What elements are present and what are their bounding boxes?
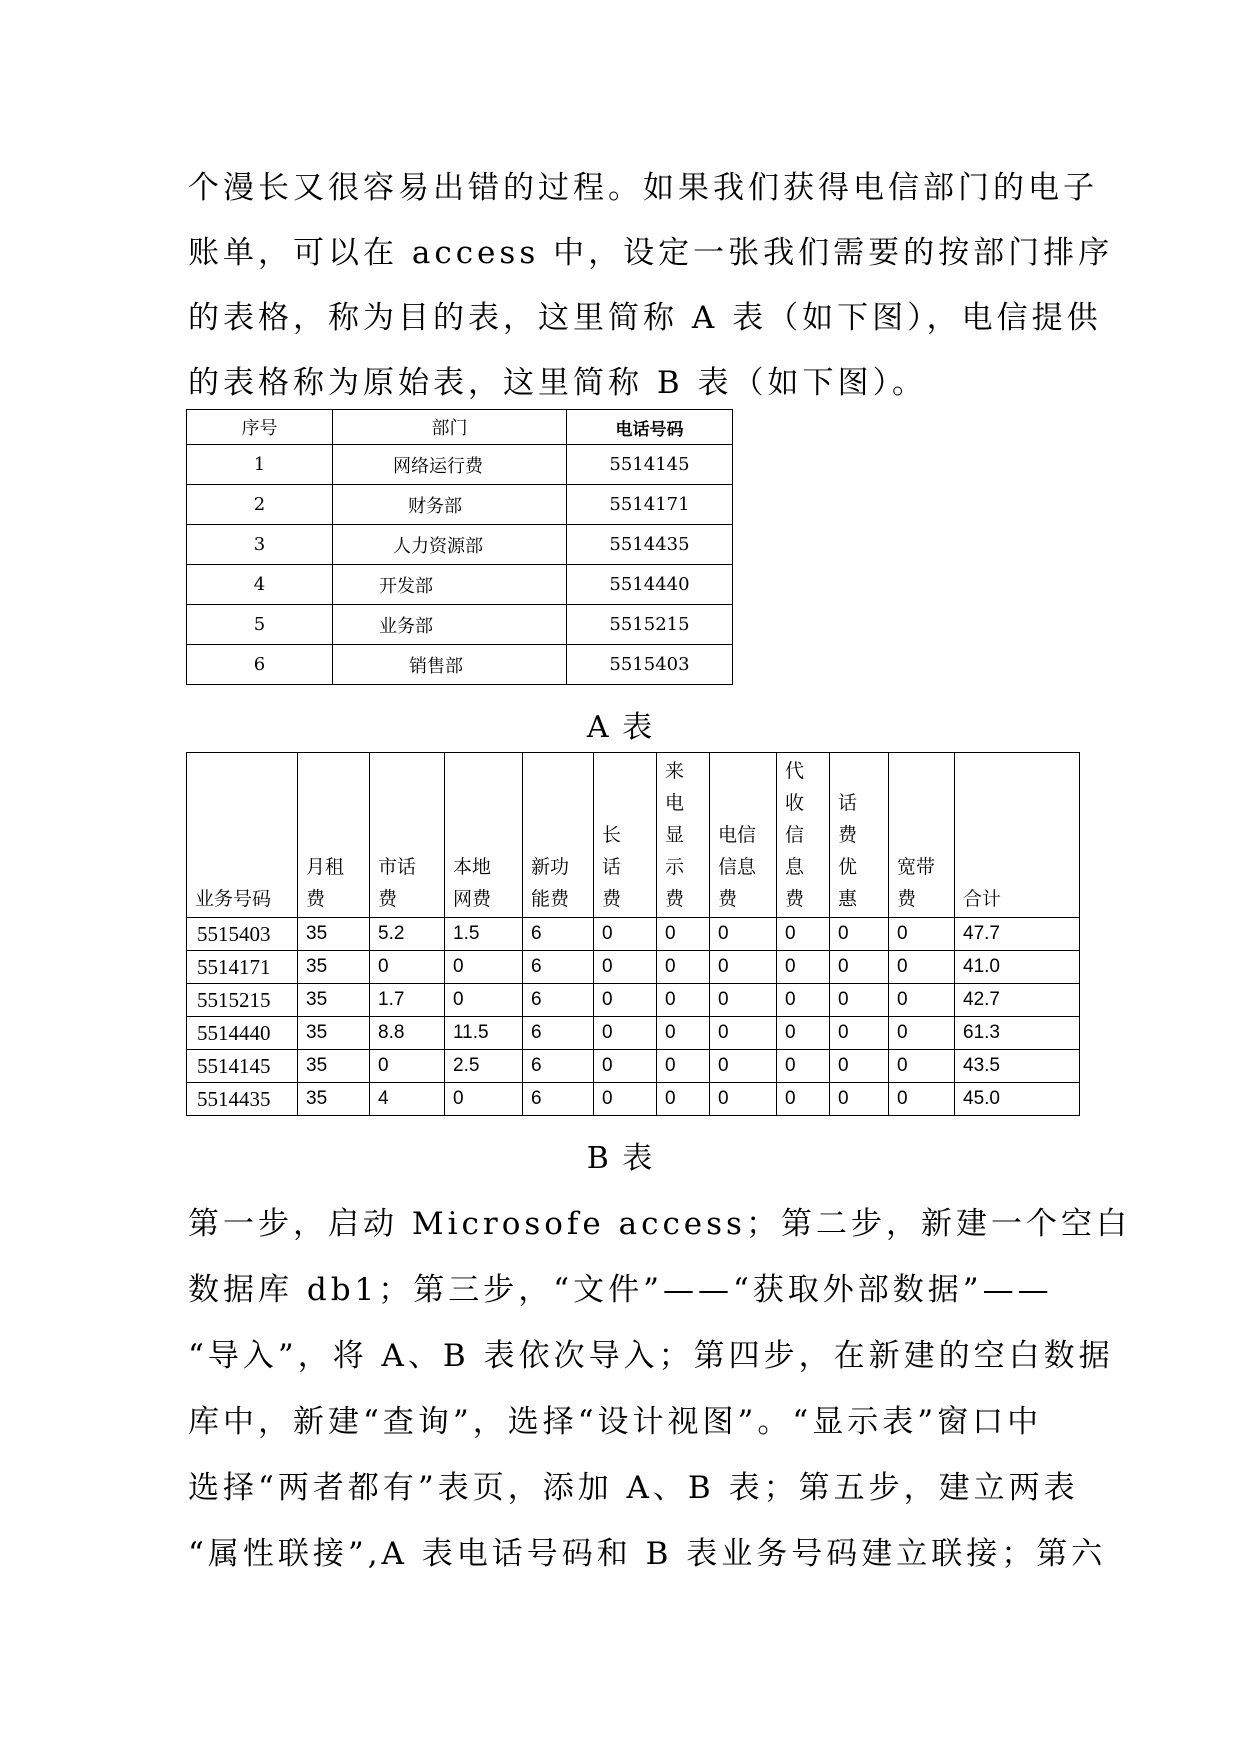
table-cell: 0	[777, 1050, 830, 1083]
table-cell: 1.5	[445, 918, 523, 951]
column-header	[594, 753, 657, 918]
column-header-line: 网费	[453, 888, 492, 910]
table-row	[187, 645, 733, 685]
column-header-line: 费	[838, 824, 858, 846]
table-cell: 0	[777, 951, 830, 984]
table-row	[187, 1083, 1080, 1116]
table-cell: 5	[187, 605, 333, 645]
column-header-line: 费	[602, 888, 622, 910]
column-header-line: 费	[718, 888, 738, 910]
table-row	[187, 1050, 1080, 1083]
table-cell: 人力资源部	[333, 525, 567, 565]
table-cell: 0	[710, 984, 777, 1017]
table-row	[187, 445, 733, 485]
table-b-header-row	[187, 753, 1080, 918]
table-cell: 0	[445, 984, 523, 1017]
steps-line: 第一步，启动 Microsofe access；第二步，新建一个空白	[188, 1206, 1131, 1242]
table-cell: 2	[187, 485, 333, 525]
column-header-line: 业务号码	[195, 888, 272, 910]
table-cell: 财务部	[333, 485, 567, 525]
table-cell: 6	[187, 645, 333, 685]
column-header-line: 市话	[378, 856, 417, 878]
table-cell: 5514171	[187, 951, 298, 984]
table-cell: 45.0	[955, 1083, 1080, 1116]
table-cell: 0	[594, 1017, 657, 1050]
column-header-line: 显	[665, 824, 685, 846]
table-cell: 6	[523, 984, 594, 1017]
table-cell: 0	[830, 1083, 889, 1116]
table-cell: 5515215	[187, 984, 298, 1017]
column-header-line: 费	[378, 888, 398, 910]
column-header-line: 话	[838, 792, 858, 814]
table-row	[187, 984, 1080, 1017]
table-cell: 5515403	[187, 918, 298, 951]
table-cell: 0	[889, 1050, 955, 1083]
column-header-line: 宽带	[897, 856, 936, 878]
table-cell: 0	[830, 1050, 889, 1083]
steps-line: 数据库 db1；第三步，“文件”——“获取外部数据”——	[188, 1272, 1053, 1308]
table-cell: 35	[298, 1083, 370, 1116]
table-cell: 35	[298, 1050, 370, 1083]
column-header-line: 长	[602, 824, 622, 846]
column-header	[777, 753, 830, 918]
column-header-line: 费	[665, 888, 685, 910]
table-cell: 0	[445, 1083, 523, 1116]
column-header	[955, 753, 1080, 918]
column-header	[370, 753, 445, 918]
table-cell: 0	[594, 951, 657, 984]
column-header-line: 话	[602, 856, 622, 878]
column-header: 部门	[333, 410, 567, 445]
table-cell: 5514440	[187, 1017, 298, 1050]
table-cell: 0	[657, 1017, 710, 1050]
table-cell: 0	[830, 918, 889, 951]
table-cell: 5514435	[567, 525, 733, 565]
table-cell: 0	[657, 984, 710, 1017]
table-cell: 5514145	[567, 445, 733, 485]
table-row	[187, 605, 733, 645]
table-cell: 0	[710, 1017, 777, 1050]
table-cell: 35	[298, 1017, 370, 1050]
table-cell: 1	[187, 445, 333, 485]
table-cell: 6	[523, 918, 594, 951]
table-cell: 0	[889, 984, 955, 1017]
column-header	[298, 753, 370, 918]
table-row	[187, 1017, 1080, 1050]
table-cell: 0	[830, 1017, 889, 1050]
table-cell: 0	[710, 1050, 777, 1083]
table-row	[187, 485, 733, 525]
table-cell: 0	[777, 984, 830, 1017]
column-header: 序号	[187, 410, 333, 445]
table-row	[187, 951, 1080, 984]
column-header-line: 信	[785, 824, 805, 846]
column-header	[657, 753, 710, 918]
table-cell: 业务部	[333, 605, 567, 645]
table-cell: 0	[889, 1083, 955, 1116]
column-header-line: 本地	[453, 856, 492, 878]
table-cell: 0	[370, 951, 445, 984]
table-cell: 0	[777, 1017, 830, 1050]
column-header	[830, 753, 889, 918]
column-header-line: 费	[306, 888, 326, 910]
table-cell: 0	[370, 1050, 445, 1083]
column-header	[889, 753, 955, 918]
table-cell: 2.5	[445, 1050, 523, 1083]
table-cell: 0	[657, 1050, 710, 1083]
table-cell: 8.8	[370, 1017, 445, 1050]
table-cell: 0	[889, 1017, 955, 1050]
column-header-line: 能费	[531, 888, 570, 910]
table-cell: 0	[657, 918, 710, 951]
column-header-line: 来	[665, 760, 685, 782]
table-cell: 1.7	[370, 984, 445, 1017]
table-cell: 0	[710, 951, 777, 984]
column-header	[523, 753, 594, 918]
intro-line: 账单，可以在 access 中，设定一张我们需要的按部门排序	[188, 235, 1114, 271]
table-b-caption: B 表	[586, 1141, 655, 1176]
table-cell: 4	[370, 1083, 445, 1116]
table-cell: 0	[830, 951, 889, 984]
column-header-line: 月租	[306, 856, 345, 878]
table-cell: 5.2	[370, 918, 445, 951]
steps-line: “属性联接”,A 表电话号码和 B 表业务号码建立联接；第六	[188, 1536, 1107, 1572]
column-header-line: 息	[785, 856, 805, 878]
table-a	[186, 409, 733, 685]
table-a-caption: A 表	[586, 710, 655, 745]
table-cell: 5515403	[567, 645, 733, 685]
column-header-line: 电	[665, 792, 685, 814]
table-cell: 5514171	[567, 485, 733, 525]
table-cell: 6	[523, 1083, 594, 1116]
intro-line: 个漫长又很容易出错的过程。如果我们获得电信部门的电子	[188, 170, 1098, 206]
table-cell: 0	[777, 918, 830, 951]
table-row	[187, 525, 733, 565]
column-header-line: 收	[785, 792, 805, 814]
table-a-header-row	[187, 410, 733, 445]
table-cell: 6	[523, 1017, 594, 1050]
column-header-line: 惠	[838, 888, 858, 910]
table-cell: 0	[445, 951, 523, 984]
table-cell: 6	[523, 951, 594, 984]
column-header-line: 信息	[718, 856, 757, 878]
column-header-line: 优	[838, 856, 858, 878]
table-cell: 5514435	[187, 1083, 298, 1116]
table-cell: 0	[657, 951, 710, 984]
column-header-line: 新功	[531, 856, 570, 878]
table-cell: 6	[523, 1050, 594, 1083]
table-cell: 35	[298, 984, 370, 1017]
table-row	[187, 918, 1080, 951]
table-cell: 0	[889, 951, 955, 984]
table-cell: 0	[594, 1083, 657, 1116]
table-cell: 43.5	[955, 1050, 1080, 1083]
table-cell: 61.3	[955, 1017, 1080, 1050]
table-cell: 0	[830, 984, 889, 1017]
table-cell: 0	[594, 984, 657, 1017]
table-cell: 35	[298, 951, 370, 984]
table-cell: 0	[657, 1083, 710, 1116]
table-cell: 5514440	[567, 565, 733, 605]
table-cell: 5514145	[187, 1050, 298, 1083]
intro-line: 的表格，称为目的表，这里简称 A 表（如下图），电信提供	[188, 300, 1102, 336]
column-header-line: 费	[897, 888, 917, 910]
steps-line: 库中，新建“查询”，选择“设计视图”。“显示表”窗口中	[188, 1404, 1043, 1440]
column-header	[445, 753, 523, 918]
table-cell: 3	[187, 525, 333, 565]
column-header	[187, 753, 298, 918]
column-header: 电话号码	[567, 410, 733, 445]
column-header-line: 合计	[963, 888, 1002, 910]
column-header	[710, 753, 777, 918]
table-cell: 0	[889, 918, 955, 951]
column-header-line: 电信	[718, 824, 757, 846]
intro-line: 的表格称为原始表，这里简称 B 表（如下图）。	[188, 365, 927, 401]
column-header-line: 费	[785, 888, 805, 910]
table-cell: 0	[777, 1083, 830, 1116]
column-header-line: 示	[665, 856, 685, 878]
table-cell: 0	[594, 1050, 657, 1083]
table-cell: 销售部	[333, 645, 567, 685]
table-cell: 41.0	[955, 951, 1080, 984]
table-cell: 42.7	[955, 984, 1080, 1017]
table-cell: 开发部	[333, 565, 567, 605]
table-cell: 网络运行费	[333, 445, 567, 485]
table-cell: 0	[710, 918, 777, 951]
table-cell: 5515215	[567, 605, 733, 645]
table-row	[187, 565, 733, 605]
table-cell: 4	[187, 565, 333, 605]
steps-line: “导入”，将 A、B 表依次导入；第四步，在新建的空白数据	[188, 1338, 1114, 1374]
table-b	[186, 752, 1080, 1116]
table-cell: 35	[298, 918, 370, 951]
column-header-line: 代	[785, 760, 805, 782]
table-cell: 47.7	[955, 918, 1080, 951]
table-cell: 0	[710, 1083, 777, 1116]
table-cell: 11.5	[445, 1017, 523, 1050]
table-cell: 0	[594, 918, 657, 951]
steps-line: 选择“两者都有”表页，添加 A、B 表；第五步，建立两表	[188, 1470, 1079, 1506]
